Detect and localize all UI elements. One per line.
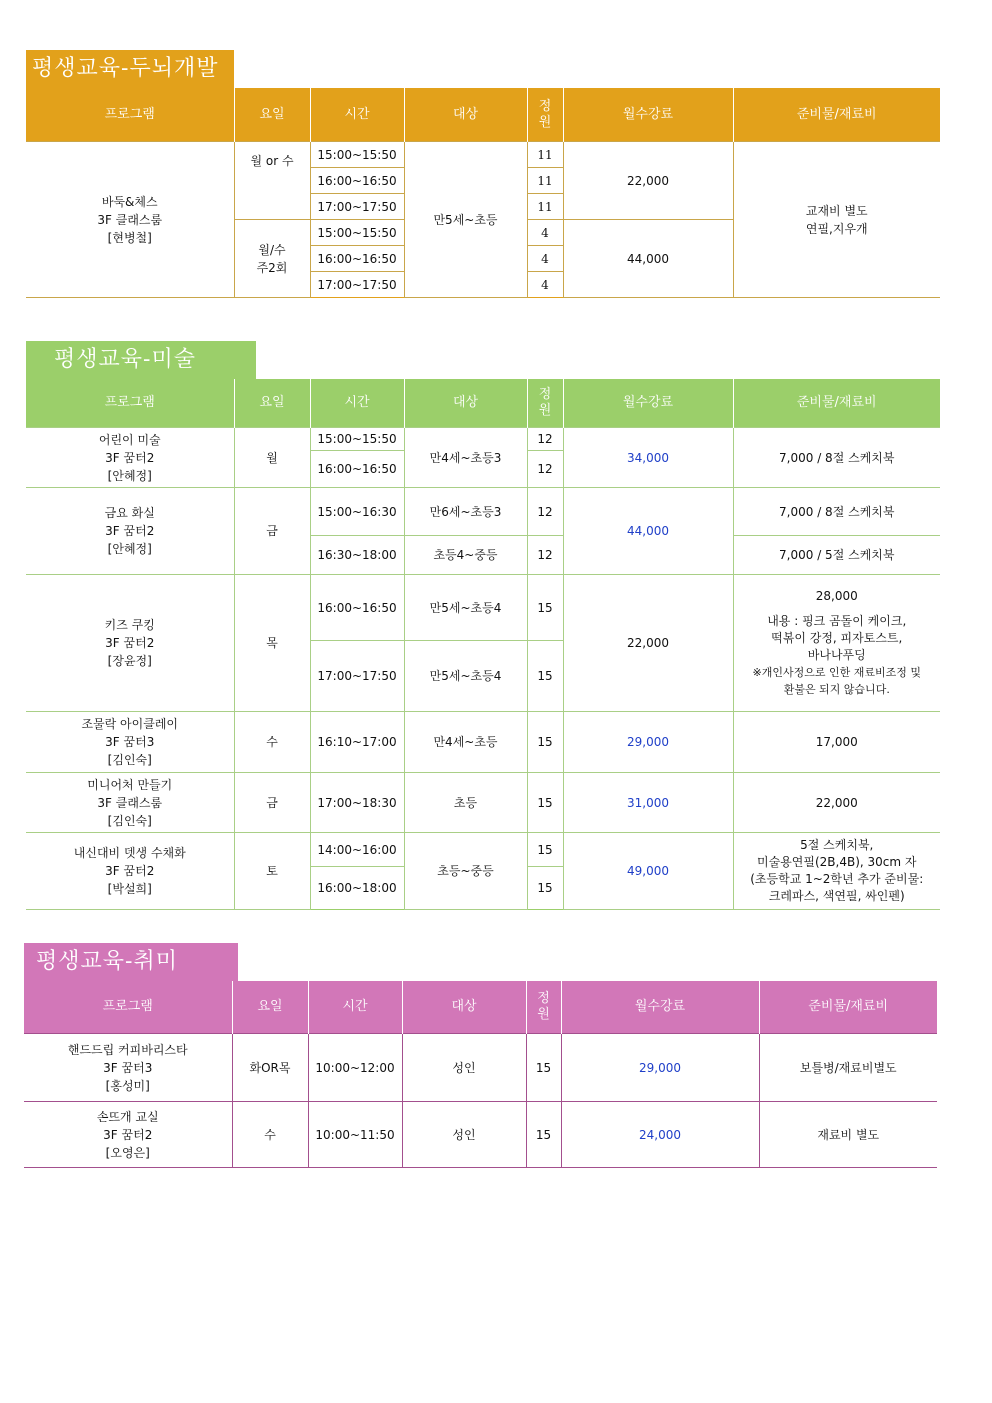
materials-cell: 22,000 (733, 773, 940, 833)
capacity-cell: 12 (527, 488, 563, 536)
program-name: 미니어처 만들기 (87, 777, 173, 792)
fee-cell: 49,000 (563, 833, 733, 910)
day-cell: 수 (232, 1102, 308, 1168)
materials-line: 내용 : 핑크 곰돌이 케이크, (767, 614, 907, 628)
program-teacher: [안혜정] (107, 542, 152, 556)
capacity-cell: 15 (527, 867, 563, 910)
header-target: 대상 (404, 379, 527, 428)
day-line: 월/수 (258, 242, 286, 257)
materials-line: 떡볶이 강정, 피자토스트, (771, 631, 903, 645)
day-cell: 월 or 수 (234, 142, 310, 220)
header-target: 대상 (404, 88, 527, 142)
time-cell: 15:00~16:30 (310, 488, 404, 536)
time-cell: 15:00~15:50 (310, 220, 404, 246)
table-header (26, 379, 940, 428)
target-cell: 만4세~초등 (404, 712, 527, 773)
capacity-cell: 4 (527, 220, 563, 246)
capacity-cell: 4 (527, 272, 563, 298)
fee-cell: 44,000 (563, 488, 733, 575)
program-cell (26, 488, 234, 575)
program-room: 3F 꿈터2 (105, 864, 155, 878)
program-teacher: [홍성미] (105, 1078, 150, 1093)
header-program: 프로그램 (24, 981, 232, 1034)
table-row (26, 773, 940, 833)
table-row (26, 488, 940, 536)
table-row (26, 833, 940, 867)
day-cell: 금 (234, 488, 310, 575)
day-cell: 목 (234, 575, 310, 712)
program-name: 바둑&체스 (101, 194, 158, 209)
day-cell: 수 (234, 712, 310, 773)
day-cell: 금 (234, 773, 310, 833)
materials-line: 바나나푸딩 (807, 648, 866, 662)
target-cell: 만5세~초등4 (404, 641, 527, 712)
materials-line: 미술용연필(2B,4B), 30cm 자 (757, 855, 917, 869)
time-cell: 10:00~12:00 (308, 1034, 402, 1102)
program-cell (26, 142, 234, 298)
table-header (24, 981, 937, 1034)
header-target: 대상 (402, 981, 526, 1034)
target-cell: 초등 (404, 773, 527, 833)
capacity-cell: 15 (527, 833, 563, 867)
fee-cell: 22,000 (563, 575, 733, 712)
day-line: 주2회 (256, 260, 288, 275)
capacity-cell: 15 (526, 1102, 561, 1168)
target-cell: 만5세~초등4 (404, 575, 527, 641)
materials-cell (733, 575, 940, 712)
materials-cell (733, 142, 940, 298)
time-cell: 16:00~16:50 (310, 451, 404, 488)
program-cell (26, 833, 234, 910)
header-fee: 월수강료 (561, 981, 759, 1034)
table-row (26, 712, 940, 773)
program-name: 키즈 쿠킹 (104, 618, 155, 632)
program-cell (24, 1102, 232, 1168)
program-teacher: [박설희] (107, 882, 152, 896)
program-name: 손뜨개 교실 (96, 1109, 159, 1124)
day-cell: 월 (234, 428, 310, 488)
header-program: 프로그램 (26, 379, 234, 428)
table-row (26, 142, 940, 168)
materials-line: (초등학교 1~2학년 추가 준비물: (750, 872, 924, 886)
capacity-cell: 15 (527, 712, 563, 773)
program-name: 어린이 미술 (98, 432, 161, 447)
section-title: 평생교육-미술 (26, 341, 256, 379)
time-cell: 16:30~18:00 (310, 536, 404, 575)
program-room: 3F 꿈터3 (105, 735, 155, 749)
time-cell: 16:00~16:50 (310, 168, 404, 194)
materials-line: 교재비 별도 (805, 203, 868, 218)
target-cell: 초등~중등 (404, 833, 527, 910)
target-cell: 만6세~초등3 (404, 488, 527, 536)
time-cell: 15:00~15:50 (310, 428, 404, 451)
program-name: 조물락 아이클레이 (81, 717, 179, 731)
capacity-cell: 11 (527, 194, 563, 220)
materials-cell: 7,000 / 8절 스케치북 (733, 428, 940, 488)
program-cell (26, 575, 234, 712)
program-room: 3F 꿈터3 (103, 1060, 153, 1075)
materials-cell: 7,000 / 5절 스케치북 (733, 536, 940, 575)
capacity-cell: 4 (527, 246, 563, 272)
program-room: 3F 꿈터2 (103, 1127, 153, 1142)
capacity-cell: 15 (527, 575, 563, 641)
target-cell: 성인 (402, 1034, 526, 1102)
materials-cell (733, 833, 940, 910)
program-teacher: [현병철] (107, 230, 152, 245)
capacity-cell: 15 (527, 773, 563, 833)
program-teacher: [김인숙] (107, 753, 152, 767)
time-cell: 17:00~17:50 (310, 272, 404, 298)
day-cell: 화OR목 (232, 1034, 308, 1102)
program-name: 금요 화실 (104, 506, 155, 520)
program-cell (26, 773, 234, 833)
program-teacher: [안혜정] (107, 468, 152, 483)
table-row (24, 1034, 937, 1102)
table-row (26, 428, 940, 451)
fee-cell: 29,000 (561, 1034, 759, 1102)
program-name: 내신대비 뎃생 수채화 (73, 846, 186, 860)
header-materials: 준비물/재료비 (733, 379, 940, 428)
time-cell: 14:00~16:00 (310, 833, 404, 867)
program-room: 3F 꿈터2 (105, 450, 155, 465)
materials-cell: 재료비 별도 (759, 1102, 937, 1168)
target-cell: 초등4~중등 (404, 536, 527, 575)
fee-cell: 24,000 (561, 1102, 759, 1168)
materials-line: 크레파스, 색연필, 싸인펜) (768, 889, 905, 903)
program-teacher: [장윤정] (107, 654, 152, 668)
capacity-cell: 11 (527, 142, 563, 168)
header-capacity: 정 원 (526, 981, 561, 1034)
capacity-cell: 12 (527, 536, 563, 575)
program-cell (26, 428, 234, 488)
capacity-cell: 12 (527, 428, 563, 451)
materials-cell: 17,000 (733, 712, 940, 773)
schedule-table (26, 379, 940, 910)
target-cell: 성인 (402, 1102, 526, 1168)
program-cell (26, 712, 234, 773)
section-title: 평생교육-취미 (24, 943, 238, 981)
header-time: 시간 (308, 981, 402, 1034)
fee-cell: 34,000 (563, 428, 733, 488)
capacity-cell: 12 (527, 451, 563, 488)
table-row (24, 1102, 937, 1168)
materials-cell: 7,000 / 8절 스케치북 (733, 488, 940, 536)
materials-line: 환불은 되지 않습니다. (783, 683, 890, 696)
schedule-table (24, 981, 937, 1168)
header-time: 시간 (310, 88, 404, 142)
time-cell: 16:10~17:00 (310, 712, 404, 773)
table-row (26, 575, 940, 641)
program-cell (24, 1034, 232, 1102)
materials-cell: 보틀병/재료비별도 (759, 1034, 937, 1102)
time-cell: 16:00~18:00 (310, 867, 404, 910)
day-cell (234, 220, 310, 298)
header-materials: 준비물/재료비 (759, 981, 937, 1034)
time-cell: 17:00~18:30 (310, 773, 404, 833)
table-header (26, 88, 940, 142)
header-day: 요일 (232, 981, 308, 1034)
header-day: 요일 (234, 88, 310, 142)
capacity-cell: 15 (526, 1034, 561, 1102)
program-room: 3F 꿈터2 (105, 636, 155, 650)
fee-cell: 22,000 (563, 142, 733, 220)
section-hobby (24, 943, 937, 1168)
schedule-table (26, 88, 940, 298)
time-cell: 10:00~11:50 (308, 1102, 402, 1168)
time-cell: 16:00~16:50 (310, 246, 404, 272)
program-name: 핸드드립 커피바리스타 (67, 1042, 188, 1057)
header-capacity: 정 원 (527, 379, 563, 428)
materials-line: 연필,지우개 (805, 221, 868, 236)
fee-cell: 31,000 (563, 773, 733, 833)
time-cell: 16:00~16:50 (310, 575, 404, 641)
target-cell: 만4세~초등3 (404, 428, 527, 488)
time-cell: 17:00~17:50 (310, 641, 404, 712)
program-room: 3F 클래스룸 (97, 795, 163, 810)
materials-line: ※개인사정으로 인한 재료비조정 및 (752, 666, 921, 679)
day-cell: 토 (234, 833, 310, 910)
time-cell: 17:00~17:50 (310, 194, 404, 220)
section-title: 평생교육-두뇌개발 (26, 50, 234, 88)
target-cell: 만5세~초등 (404, 142, 527, 298)
header-materials: 준비물/재료비 (733, 88, 940, 142)
program-teacher: [김인숙] (107, 813, 152, 828)
header-fee: 월수강료 (563, 88, 733, 142)
header-capacity: 정 원 (527, 88, 563, 142)
header-fee: 월수강료 (563, 379, 733, 428)
program-teacher: [오영은] (105, 1145, 150, 1160)
capacity-cell: 11 (527, 168, 563, 194)
header-time: 시간 (310, 379, 404, 428)
section-brain-development (26, 50, 940, 298)
program-room: 3F 클래스룸 (97, 212, 163, 227)
time-cell: 15:00~15:50 (310, 142, 404, 168)
materials-line: 28,000 (815, 589, 858, 603)
header-program: 프로그램 (26, 88, 234, 142)
header-day: 요일 (234, 379, 310, 428)
section-art (26, 341, 940, 910)
program-room: 3F 꿈터2 (105, 524, 155, 538)
capacity-cell: 15 (527, 641, 563, 712)
materials-line: 5절 스케치북, (800, 838, 874, 852)
fee-cell: 29,000 (563, 712, 733, 773)
fee-cell: 44,000 (563, 220, 733, 298)
